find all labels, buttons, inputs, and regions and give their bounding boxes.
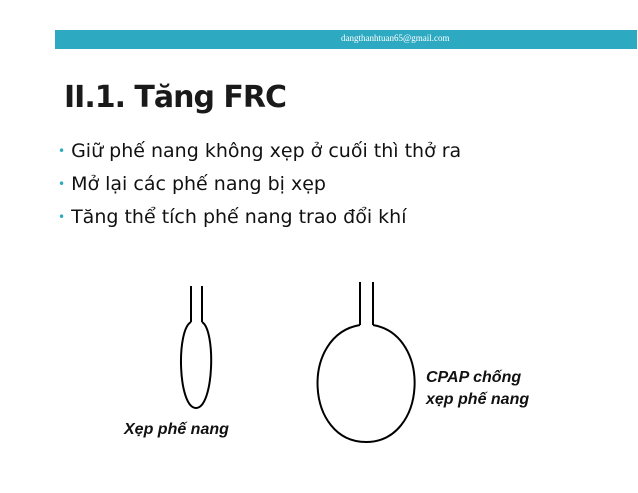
header-email: dangthanhtuan65@gmail.com: [341, 33, 450, 43]
bullet-text: Mở lại các phế nang bị xẹp: [71, 173, 326, 195]
bullet-icon: •: [58, 144, 66, 158]
slide-title: II.1. Tăng FRC: [64, 80, 287, 115]
bullet-text: Giữ phế nang không xẹp ở cuối thì thở ra: [71, 140, 462, 162]
bullet-icon: •: [58, 210, 66, 224]
collapsed-alveolus-shape: [181, 286, 211, 408]
bullet-icon: •: [58, 177, 66, 191]
cpap-label-line1: CPAP chống: [426, 369, 522, 386]
collapsed-alveolus-label: Xẹp phế nang: [124, 421, 229, 438]
cpap-label-line2: xẹp phế nang: [426, 391, 530, 408]
cpap-label: [426, 367, 529, 411]
bullet-text: Tăng thể tích phế nang trao đổi khí: [71, 206, 407, 228]
cpap-alveolus-shape: [318, 282, 415, 442]
